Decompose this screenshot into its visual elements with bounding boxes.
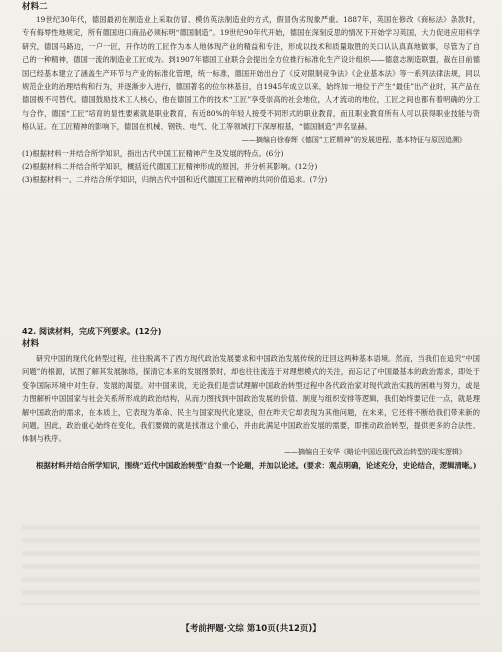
question-2: (2)根据材料二并结合所学知识，概括近代德国工匠精神形成的原因，并分析其影响。(12分) xyxy=(22,161,318,171)
question-42-paragraph: 研究中国的现代化转型过程，往往脱离不了西方现代政治发展要求和中国政治发展传统的迂回这两种基本语境。然而，当我们在追究“中国问题”的根源，试图了解其发展脉络，探清它本来的发展图景时，却也往往流连于对理想模式的关注，而忘记了中国最基本的政治需求，即处于变争国际环境中对生存、发展的渴望。对中国来说，无论我们是尝试理解中国政治转型过程中各代政治家对现代政治实践的困难与努力，或是力图解析中国国家与社会关系所形成的政治结构，从而力图找到中国政治发展的价值、制度与组织安排等逻辑，我们始终要记住一点，就是理解中国政治的需求，在本质上，它表现为革命、民主与国家现代化建设，但在昨天它却表现为其他问题，在未来，它还将不断给我们带来新的问题。因此，政治重心始终在变化，我们要做的就是找准这个重心，并由此满足中国政治发展的需要，即推动政治转型，提供更多的合法性、体制与秩序。 xyxy=(22,354,480,444)
reverse-side-bleed-through xyxy=(22,525,480,605)
question-42-source: ——摘编自王安华《略论中国近现代政治转型的现实逻辑》 xyxy=(284,447,466,456)
material-2-heading: 材料二 xyxy=(22,2,48,12)
question-42-title: 42. 阅读材料，完成下列要求。(12分) xyxy=(22,327,162,336)
material-2-source: ——摘编自徐春辉《德国“工匠精神”的发展进程、基本特征与原因追溯》 xyxy=(241,135,466,144)
question-42-section xyxy=(22,325,480,473)
page-footer: 【考前押题·文综 第10页(共12页)】 xyxy=(181,624,321,634)
question-list xyxy=(22,147,480,186)
question-1: (1)根据材料一并结合所学知识，指出古代中国工匠精神产生及发展的特点。(6分) xyxy=(22,148,284,158)
material-2-paragraph: 19世纪30年代，德国最初在制造业上采取仿冒、模仿英法制造业的方式，假冒伪劣现象严重。1887年，英国在修改《商标法》条款时，专有侮辱性地规定，所有德国进口商品必须标明“德国制造”。19世纪90年代开始，德国在深刻反思的情况下开始学习英国，大力促进应用科学研究，德国马路边，一户一匠，开作坊的工匠作为本人地体现产业的精益和专注，形成以技术和质量取胜的关口认认真真地做事，尽管为了自己的一种精神，德国一流的制造业工匠成为。到1907年德国工业联合会提出全方位推行标准化生产设计组织——德意志制造联盟，裁在目前德国已经基本建立了涵盖生产环节与产业的标准化管理，统一标准，德国开始出台了《反对限制竞争法》《企业基本法》等一系列法律法规，同以规范企业的治理结构和行为，并逐渐步入进行，德国著名的位尔林基目，自1945年成立以来，始终加一地位于产生“最佳”出产业时，其产品在德国极不可替代。德国鼓励技术工人核心，他在德国工作的技术“工匠”享受崇高的社会地位，人才流动的地位，工匠之间也都有着明确的分工与合作，德国“工匠”培育的显性要素就是职业教育，有近80%的年轻人接受不同形式的职业教育，而且职业教育所有人可以获得职业技能与资格认证。在工匠精神的影响下，德国在机械、钢铁、电气、化工等领域打下深厚根基，“德国制造”声名显赫。 xyxy=(22,15,480,132)
question-42-material-label: 材料 xyxy=(22,339,40,349)
question-42-requirement: 根据材料并结合所学知识，围绕“近代中国政治转型”自拟一个论题，并加以论述。(要求：观点明确，论述充分，史论结合，逻辑清晰。) xyxy=(36,460,477,470)
material-2-section xyxy=(22,2,480,186)
question-3: (3)根据材料一、二并结合所学知识，归纳古代中国和近代德国工匠精神的共同价值追求。(7分) xyxy=(22,174,328,184)
